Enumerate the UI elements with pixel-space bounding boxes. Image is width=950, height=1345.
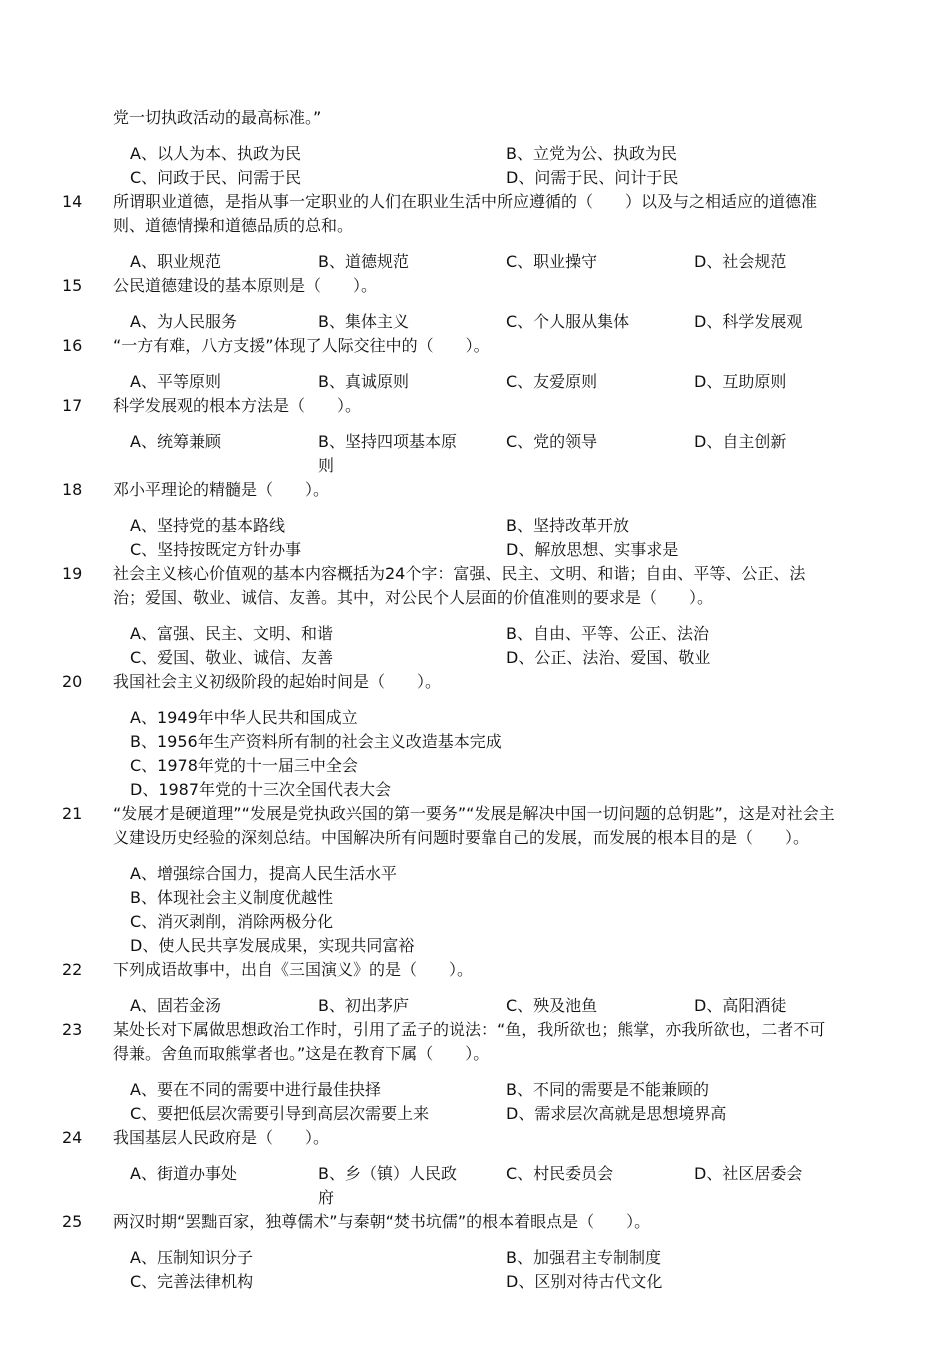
question-23-line-2: 得兼。舍鱼而取熊掌者也。”这是在教育下属（ ）。 [113, 1044, 490, 1063]
question-14-line-2: 则、道德情操和道德品质的总和。 [113, 216, 354, 235]
q24-option-b-wrap: 府 [318, 1188, 335, 1207]
q13-option-d: D、问需于民、问计于民 [506, 168, 679, 187]
q16-option-a: A、平等原则 [130, 372, 221, 391]
q23-option-d: D、需求层次高就是思想境界高 [506, 1104, 727, 1123]
q22-option-b: B、初出茅庐 [318, 996, 409, 1015]
q15-option-c: C、个人服从集体 [506, 312, 630, 331]
q19-option-b: B、自由、平等、公正、法治 [506, 624, 709, 643]
q19-option-d: D、公正、法治、爱国、敬业 [506, 648, 711, 667]
q15-option-d: D、科学发展观 [694, 312, 803, 331]
q25-option-d: D、区别对待古代文化 [506, 1272, 663, 1291]
q13-option-b: B、立党为公、执政为民 [506, 144, 677, 163]
question-14-line-1: 所谓职业道德，是指从事一定职业的人们在职业生活中所应遵循的（ ）以及与之相适应的道德准 [113, 192, 818, 211]
question-22-text: 下列成语故事中，出自《三国演义》的是（ ）。 [113, 960, 474, 979]
q24-option-b: B、乡（镇）人民政 [318, 1164, 457, 1183]
q17-option-b: B、坚持四项基本原 [318, 432, 457, 451]
q22-option-c: C、殃及池鱼 [506, 996, 598, 1015]
q17-option-d: D、自主创新 [694, 432, 787, 451]
question-22-number: 22 [62, 960, 83, 979]
q20-option-a: A、1949年中华人民共和国成立 [130, 708, 358, 727]
q14-option-c: C、职业操守 [506, 252, 598, 271]
q16-option-d: D、互助原则 [694, 372, 787, 391]
q16-option-b: B、真诚原则 [318, 372, 409, 391]
q21-option-a: A、增强综合国力，提高人民生活水平 [130, 864, 397, 883]
q22-option-a: A、固若金汤 [130, 996, 221, 1015]
question-19-number: 19 [62, 564, 83, 583]
q24-option-c: C、村民委员会 [506, 1164, 614, 1183]
q16-option-c: C、友爱原则 [506, 372, 598, 391]
question-19-line-2: 治；爱国、敬业、诚信、友善。其中，对公民个人层面的价值准则的要求是（ ）。 [113, 588, 714, 607]
q24-option-d: D、社区居委会 [694, 1164, 803, 1183]
question-21-number: 21 [62, 804, 83, 823]
q20-option-b: B、1956年生产资料所有制的社会主义改造基本完成 [130, 732, 502, 751]
q20-option-c: C、1978年党的十一届三中全会 [130, 756, 358, 775]
question-17-text: 科学发展观的根本方法是（ ）。 [113, 396, 362, 415]
question-24-number: 24 [62, 1128, 83, 1147]
question-23-line-1: 某处长对下属做思想政治工作时，引用了孟子的说法：“鱼，我所欲也；熊掌，亦我所欲也，二者不可 [113, 1020, 826, 1039]
q23-option-a: A、要在不同的需要中进行最佳抉择 [130, 1080, 381, 1099]
question-20-text: 我国社会主义初级阶段的起始时间是（ ）。 [113, 672, 442, 691]
q17-option-c: C、党的领导 [506, 432, 598, 451]
q14-option-a: A、职业规范 [130, 252, 221, 271]
q25-option-c: C、完善法律机构 [130, 1272, 254, 1291]
q15-option-a: A、为人民服务 [130, 312, 237, 331]
q21-option-b: B、体现社会主义制度优越性 [130, 888, 333, 907]
question-24-text: 我国基层人民政府是（ ）。 [113, 1128, 330, 1147]
q15-option-b: B、集体主义 [318, 312, 409, 331]
q13-option-a: A、以人为本、执政为民 [130, 144, 301, 163]
question-23-number: 23 [62, 1020, 83, 1039]
q22-option-d: D、高阳酒徒 [694, 996, 787, 1015]
q17-option-b-wrap: 则 [318, 456, 335, 475]
q18-option-d: D、解放思想、实事求是 [506, 540, 679, 559]
q14-option-b: B、道德规范 [318, 252, 409, 271]
question-14-number: 14 [62, 192, 83, 211]
question-18-number: 18 [62, 480, 83, 499]
q25-option-a: A、压制知识分子 [130, 1248, 253, 1267]
q18-option-a: A、坚持党的基本路线 [130, 516, 285, 535]
question-21-line-1: “发展才是硬道理”“发展是党执政兴国的第一要务”“发展是解决中国一切问题的总钥匙”，这是对社会主 [113, 804, 835, 823]
question-15-number: 15 [62, 276, 83, 295]
question-18-text: 邓小平理论的精髓是（ ）。 [113, 480, 330, 499]
q21-option-d: D、使人民共享发展成果，实现共同富裕 [130, 936, 415, 955]
q23-option-c: C、要把低层次需要引导到高层次需要上来 [130, 1104, 430, 1123]
q23-option-b: B、不同的需要是不能兼顾的 [506, 1080, 709, 1099]
q21-option-c: C、消灭剥削，消除两极分化 [130, 912, 334, 931]
q19-option-c: C、爱国、敬业、诚信、友善 [130, 648, 334, 667]
question-19-line-1: 社会主义核心价值观的基本内容概括为24个字：富强、民主、文明、和谐；自由、平等、公正、法 [113, 564, 806, 583]
q18-option-c: C、坚持按既定方针办事 [130, 540, 302, 559]
question-21-line-2: 义建设历史经验的深刻总结。中国解决所有问题时要靠自己的发展，而发展的根本目的是（ ）。 [113, 828, 810, 847]
question-13-continuation: 党一切执政活动的最高标准。” [113, 108, 322, 127]
q18-option-b: B、坚持改革开放 [506, 516, 629, 535]
question-20-number: 20 [62, 672, 83, 691]
question-16-number: 16 [62, 336, 83, 355]
question-16-text: “一方有难，八方支援”体现了人际交往中的（ ）。 [113, 336, 490, 355]
question-25-text: 两汉时期“罢黜百家，独尊儒术”与秦朝“焚书坑儒”的根本着眼点是（ ）。 [113, 1212, 651, 1231]
question-15-text: 公民道德建设的基本原则是（ ）。 [113, 276, 378, 295]
q20-option-d: D、1987年党的十三次全国代表大会 [130, 780, 392, 799]
question-25-number: 25 [62, 1212, 83, 1231]
q14-option-d: D、社会规范 [694, 252, 787, 271]
question-17-number: 17 [62, 396, 83, 415]
q24-option-a: A、街道办事处 [130, 1164, 237, 1183]
q25-option-b: B、加强君主专制制度 [506, 1248, 661, 1267]
q17-option-a: A、统筹兼顾 [130, 432, 221, 451]
q13-option-c: C、问政于民、问需于民 [130, 168, 302, 187]
q19-option-a: A、富强、民主、文明、和谐 [130, 624, 333, 643]
